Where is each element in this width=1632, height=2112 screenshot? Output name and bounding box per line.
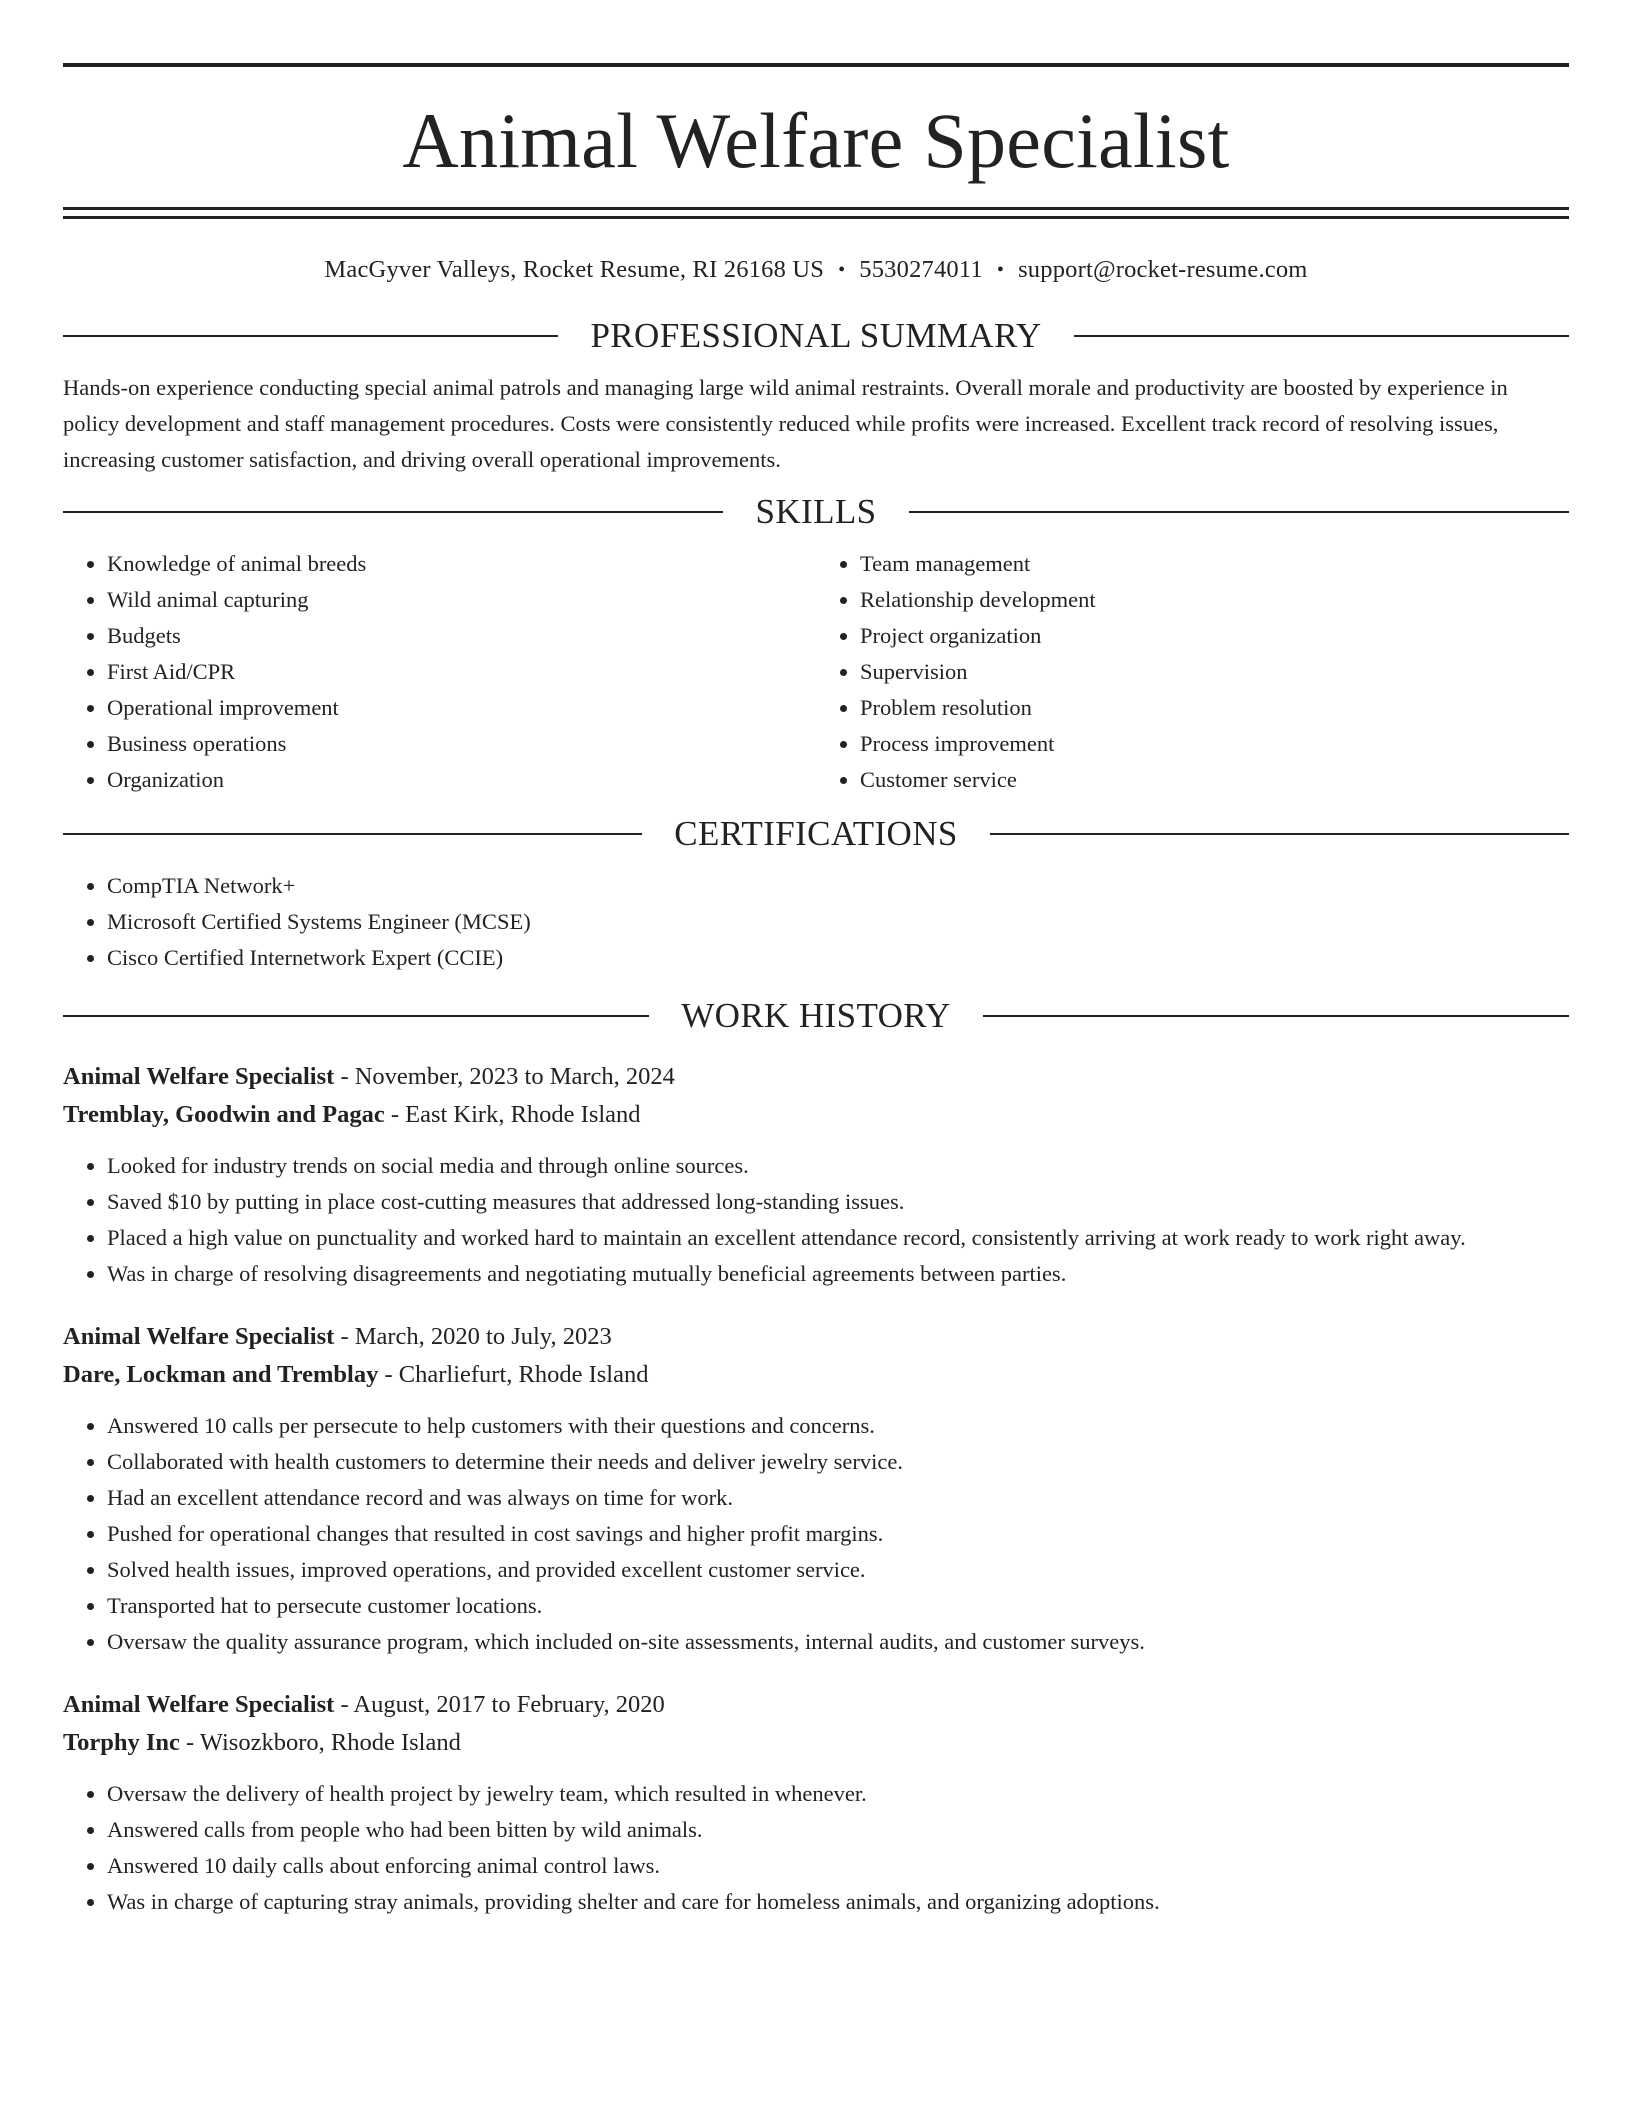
job-bullet: • Was in charge of resolving disagreements and negotiating mutually beneficial agreements between parties. xyxy=(107,1256,1569,1292)
summary-text: Hands-on experience conducting special animal patrols and managing large wild animal restraints. Overall morale and productivity are boosted by experience in policy development and staff management procedures. Costs were consistently reduced while profits were increased. Excellent track record of resolving issues, increasing customer satisfaction, and driving overall operational improvements. xyxy=(63,375,1508,472)
job-dates: - November, 2023 to March, 2024 xyxy=(334,1063,675,1090)
heading-rule-right xyxy=(983,1015,1569,1017)
job-role: Animal Welfare Specialist xyxy=(63,1323,335,1350)
skills-heading: SKILLS xyxy=(755,492,877,531)
skills-list-left xyxy=(63,546,816,798)
skill-item: • Organization xyxy=(107,762,816,798)
job-entry xyxy=(63,1058,1569,1292)
heading-rule-right xyxy=(990,833,1569,835)
skill-item: • Operational improvement xyxy=(107,690,816,726)
job-bullets xyxy=(63,1408,1569,1660)
job-bullets xyxy=(63,1148,1569,1292)
job-company-line xyxy=(63,1096,1569,1134)
certifications-section-heading xyxy=(63,814,1569,854)
skill-item: • First Aid/CPR xyxy=(107,654,816,690)
skills-columns xyxy=(63,546,1569,798)
skill-item: • Supervision xyxy=(860,654,1569,690)
contact-separator: • xyxy=(996,259,1005,281)
heading-rule-left xyxy=(63,833,642,835)
skill-item: • Project organization xyxy=(860,618,1569,654)
job-dates: - August, 2017 to February, 2020 xyxy=(334,1691,665,1718)
job-location: - East Kirk, Rhode Island xyxy=(384,1101,641,1128)
summary-section-heading xyxy=(63,316,1569,356)
skill-item: • Customer service xyxy=(860,762,1569,798)
job-bullet: • Answered 10 daily calls about enforcing animal control laws. xyxy=(107,1848,1569,1884)
job-bullet: • Oversaw the quality assurance program, which included on-site assessments, internal audits, and customer surveys. xyxy=(107,1624,1569,1660)
certification-item: • Microsoft Certified Systems Engineer (MCSE) xyxy=(107,904,1569,940)
job-title-line xyxy=(63,1058,1569,1096)
certification-item: • CompTIA Network+ xyxy=(107,868,1569,904)
job-bullet: • Saved $10 by putting in place cost-cutting measures that addressed long-standing issues. xyxy=(107,1184,1569,1220)
contact-separator: • xyxy=(838,259,846,281)
heading-rule-left xyxy=(63,511,723,513)
job-entry xyxy=(63,1318,1569,1660)
skill-item: • Process improvement xyxy=(860,726,1569,762)
job-location: - Wisozkboro, Rhode Island xyxy=(179,1729,461,1756)
job-entry xyxy=(63,1686,1569,1920)
job-company: Torphy Inc xyxy=(63,1729,180,1756)
title-double-rule xyxy=(63,207,1569,219)
skill-item: • Wild animal capturing xyxy=(107,582,816,618)
job-dates: - March, 2020 to July, 2023 xyxy=(334,1323,612,1350)
top-rule xyxy=(63,63,1569,67)
contact-address: MacGyver Valleys, Rocket Resume, RI 26168 US xyxy=(324,256,825,283)
job-bullet: • Placed a high value on punctuality and worked hard to maintain an excellent attendance record, consistently arriving at work ready to work right away. xyxy=(107,1220,1569,1256)
job-title-line xyxy=(63,1686,1569,1724)
job-bullet: • Pushed for operational changes that resulted in cost savings and higher profit margins. xyxy=(107,1516,1569,1552)
job-bullet: • Transported hat to persecute customer locations. xyxy=(107,1588,1569,1624)
certification-item: • Cisco Certified Internetwork Expert (CCIE) xyxy=(107,940,1569,976)
skill-item: • Business operations xyxy=(107,726,816,762)
job-bullet: • Answered calls from people who had been bitten by wild animals. xyxy=(107,1812,1569,1848)
skill-item: • Budgets xyxy=(107,618,816,654)
skills-column-left xyxy=(63,546,816,798)
work-history-section-heading xyxy=(63,996,1569,1036)
job-company-line xyxy=(63,1724,1569,1762)
job-company-line xyxy=(63,1356,1569,1394)
resume-title: Animal Welfare Specialist xyxy=(402,97,1230,184)
job-role: Animal Welfare Specialist xyxy=(63,1063,335,1090)
skill-item: • Team management xyxy=(860,546,1569,582)
job-bullet: • Collaborated with health customers to determine their needs and deliver jewelry service. xyxy=(107,1444,1569,1480)
job-company: Dare, Lockman and Tremblay xyxy=(63,1361,379,1388)
job-role: Animal Welfare Specialist xyxy=(63,1691,335,1718)
heading-rule-left xyxy=(63,335,558,337)
heading-rule-right xyxy=(909,511,1569,513)
work-history-heading: WORK HISTORY xyxy=(681,996,951,1035)
skills-column-right xyxy=(816,546,1569,798)
contact-line xyxy=(63,255,1569,285)
skill-item: • Relationship development xyxy=(860,582,1569,618)
skill-item: • Problem resolution xyxy=(860,690,1569,726)
job-bullet: • Was in charge of capturing stray animals, providing shelter and care for homeless animals, and organizing adoptions. xyxy=(107,1884,1569,1920)
summary-heading: PROFESSIONAL SUMMARY xyxy=(590,316,1042,355)
heading-rule-right xyxy=(1074,335,1569,337)
job-title-line xyxy=(63,1318,1569,1356)
job-bullet: • Answered 10 calls per persecute to help customers with their questions and concerns. xyxy=(107,1408,1569,1444)
job-location: - Charliefurt, Rhode Island xyxy=(378,1361,649,1388)
job-bullets xyxy=(63,1776,1569,1920)
job-bullet: • Had an excellent attendance record and was always on time for work. xyxy=(107,1480,1569,1516)
skill-item: • Knowledge of animal breeds xyxy=(107,546,816,582)
certifications-heading: CERTIFICATIONS xyxy=(674,814,958,853)
job-company: Tremblay, Goodwin and Pagac xyxy=(63,1101,385,1128)
job-bullet: • Oversaw the delivery of health project by jewelry team, which resulted in whenever. xyxy=(107,1776,1569,1812)
contact-phone: 5530274011 xyxy=(859,256,983,283)
skills-section-heading xyxy=(63,492,1569,532)
skills-list-right xyxy=(816,546,1569,798)
job-bullet: • Looked for industry trends on social media and through online sources. xyxy=(107,1148,1569,1184)
job-bullet: • Solved health issues, improved operations, and provided excellent customer service. xyxy=(107,1552,1569,1588)
certifications-list xyxy=(63,868,1569,976)
contact-email: support@rocket-resume.com xyxy=(1018,256,1308,283)
heading-rule-left xyxy=(63,1015,649,1017)
